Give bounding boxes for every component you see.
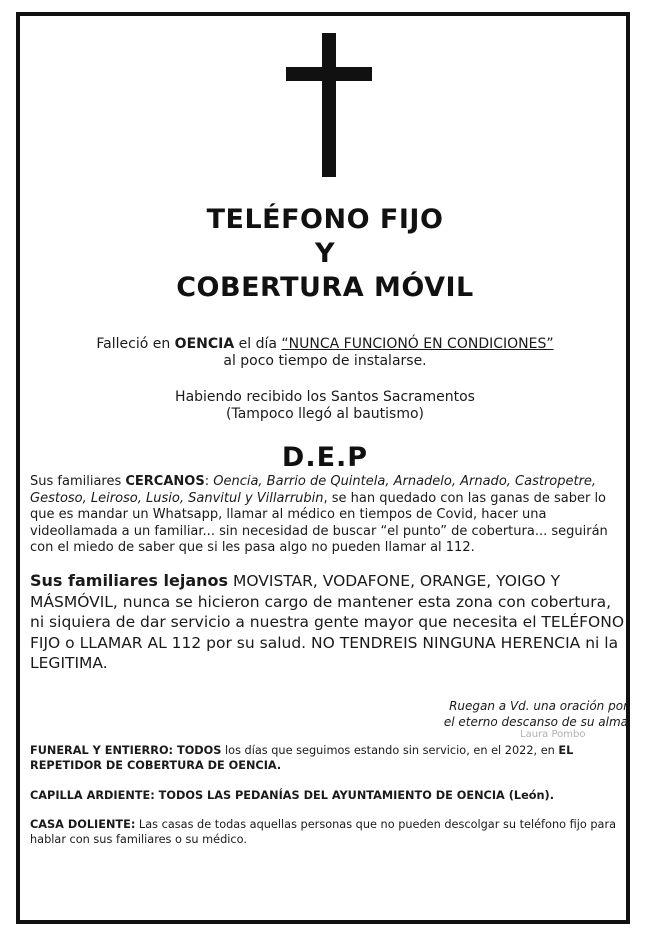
announcement-date: “NUNCA FUNCIONÓ EN CONDICIONES” bbox=[281, 336, 554, 352]
cross-icon bbox=[322, 33, 336, 177]
dep-heading: D.E.P bbox=[281, 442, 369, 473]
announcement-mid: el día bbox=[234, 336, 282, 352]
home-text: Las casas de todas aquellas personas que no pueden descolgar su teléfono fijo para hablar con sus familiares o su médico. bbox=[30, 818, 617, 846]
close-family-paragraph bbox=[30, 474, 624, 557]
baptism-line: (Tampoco llegó al bautismo) bbox=[226, 406, 424, 422]
close-family-intro: Sus familiares bbox=[30, 474, 126, 489]
announcement-prefix: Falleció en bbox=[96, 336, 175, 352]
distant-family-paragraph bbox=[30, 571, 630, 674]
chapel-text: CAPILLA ARDIENTE: TODOS LAS PEDANÍAS DEL AYUNTAMIENTO DE OENCIA (León). bbox=[30, 789, 554, 802]
funeral-text: los días que seguimos estando sin servicio, en el 2022, en bbox=[221, 744, 559, 757]
funeral-label: FUNERAL Y ENTIERRO: TODOS bbox=[30, 744, 222, 757]
chapel-info bbox=[30, 788, 630, 803]
close-family-colon: : bbox=[204, 474, 214, 489]
cross-icon-bar bbox=[286, 67, 372, 81]
distant-family-text: MOVISTAR, VODAFONE, ORANGE, YOIGO Y MÁSMÓVIL, nunca se hicieron cargo de mantener esta zona con cobertura, ni siquiera de dar servicio a nuestra gente mayor que necesita el TELÉFONO FIJO o LLAMAR AL 112 por su salud. NO TENDREIS NINGUNA HERENCIA ni la LEGITIMA. bbox=[30, 572, 625, 672]
death-announcement bbox=[0, 336, 650, 352]
announcement-line-2: al poco tiempo de instalarse. bbox=[223, 353, 427, 369]
prayer-request bbox=[400, 698, 628, 730]
prayer-line-1: Ruegan a Vd. una oración por bbox=[449, 699, 628, 713]
funeral-info bbox=[30, 743, 630, 773]
announcement-place: OENCIA bbox=[174, 336, 235, 352]
prayer-line-2: el eterno descanso de su alma bbox=[443, 715, 628, 729]
close-family-text: , se han quedado con las ganas de saber lo que es mandar un Whatsapp, llamar al médico en tiempos de Covid, hacer una videollamada a un familiar... sin necesidad de buscar “el punto” de cobertura... seguirán con el miedo de saber que si les pasa algo no pueden llamar al 112. bbox=[30, 490, 608, 555]
title-line-2: Y bbox=[314, 238, 336, 269]
home-info bbox=[30, 817, 630, 847]
distant-family-lead: Sus familiares lejanos bbox=[30, 571, 229, 590]
author-watermark: Laura Pombo bbox=[520, 729, 586, 740]
home-label: CASA DOLIENTE: bbox=[30, 818, 136, 831]
title-line-1: TELÉFONO FIJO bbox=[206, 204, 444, 235]
funeral-place: EL REPETIDOR DE COBERTURA DE OENCIA. bbox=[30, 744, 574, 772]
title-line-3: COBERTURA MÓVIL bbox=[176, 272, 474, 303]
close-family-label: CERCANOS bbox=[125, 474, 205, 489]
close-family-villages: Oencia, Barrio de Quintela, Arnadelo, Arnado, Castropetre, Gestoso, Leiroso, Lusio, Sanvitul y Villarrubin bbox=[30, 474, 597, 506]
sacraments-line: Habiendo recibido los Santos Sacramentos bbox=[175, 389, 475, 405]
